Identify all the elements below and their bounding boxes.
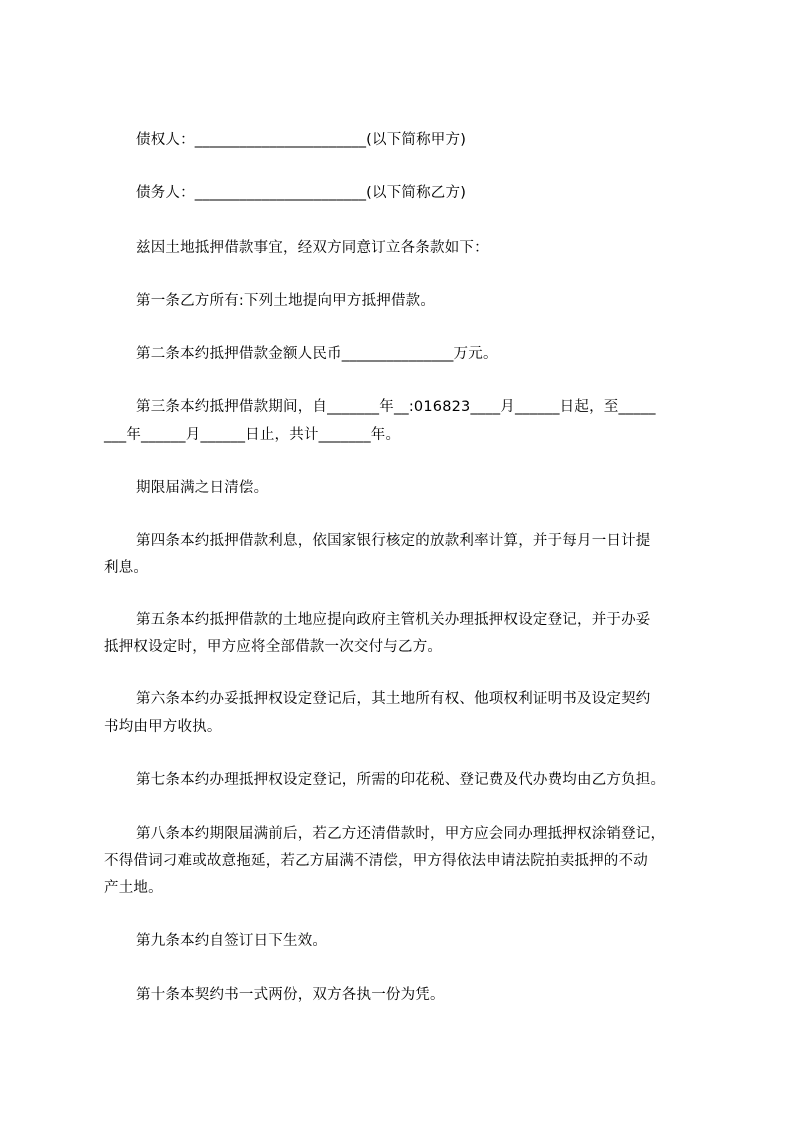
article-6-line-1: 第六条本约办妥抵押权设定登记后，其土地所有权、他项权利证明书及设定契约 [136, 691, 651, 707]
article-6-line-2: 书均由甲方收执。 [104, 719, 222, 735]
article-9: 第九条本约自签订日下生效。 [136, 933, 328, 949]
article-2: 第二条本约抵押借款金额人民币_______________万元。 [136, 346, 498, 362]
article-3-line-2: ___年______月______日止，共计_______年。 [104, 427, 401, 443]
article-8-line-2: 不得借词刁难或故意拖延，若乙方届满不清偿，甲方得依法申请法院拍卖抵押的不动 [104, 853, 648, 869]
article-8-line-3: 产土地。 [104, 880, 163, 896]
article-4-line-2: 利息。 [104, 560, 149, 576]
article-7: 第七条本约办理抵押权设定登记，所需的印花税、登记费及代办费均由乙方负担。 [136, 772, 666, 788]
article-1: 第一条乙方所有:下列土地提向甲方抵押借款。 [136, 293, 436, 309]
article-3-line-1: 第三条本约抵押借款期间，自_______年__:016823____月______日起，至_____ [136, 399, 656, 415]
article-4-line-1: 第四条本约抵押借款利息，依国家银行核定的放款利率计算，并于每月一日计提 [136, 533, 651, 549]
creditor-line: 债权人：_______________________(以下简称甲方) [136, 132, 467, 148]
article-5-line-1: 第五条本约抵押借款的土地应提向政府主管机关办理抵押权设定登记，并于办妥 [136, 612, 651, 628]
article-5-line-2: 抵押权设定时，甲方应将全部借款一次交付与乙方。 [104, 639, 443, 655]
debtor-line: 债务人：_______________________(以下简称乙方) [136, 185, 467, 201]
article-8-line-1: 第八条本约期限届满前后，若乙方还清借款时，甲方应会同办理抵押权涂销登记， [136, 826, 666, 842]
article-3-tail: 期限届满之日清偿。 [136, 480, 269, 496]
intro-paragraph: 兹因土地抵押借款事宜，经双方同意订立各条款如下： [136, 240, 489, 256]
article-10: 第十条本契约书一式两份，双方各执一份为凭。 [136, 987, 445, 1003]
